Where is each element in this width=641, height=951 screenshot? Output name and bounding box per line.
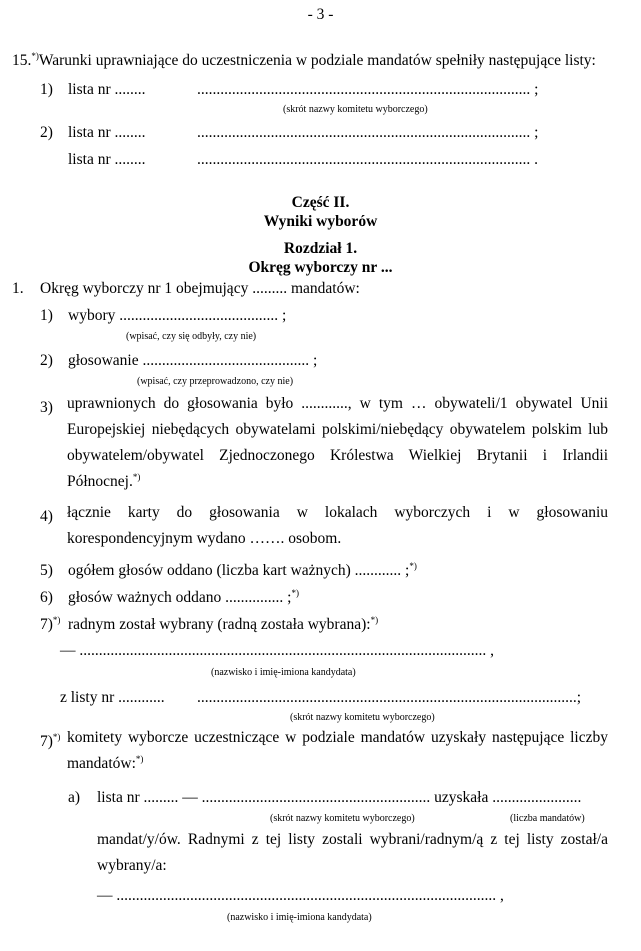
item-4-text: łącznie karty do głosowania w lokalach wyborczych i w głosowaniu korespondencyjnym wydano ……. osobom. xyxy=(67,504,608,547)
list-row-2-number: 2) xyxy=(40,124,53,141)
item-7b-number xyxy=(40,733,60,751)
footnote-mark: *) xyxy=(132,472,141,482)
list-row-3-label: lista nr ........ xyxy=(68,151,146,168)
item-7a-text: radnym został wybrany (radną została wybrana): xyxy=(68,616,371,633)
item-3-paragraph xyxy=(67,391,608,495)
subitem-a-seats-note: (liczba mandatów) xyxy=(510,813,585,824)
subitem-a-text: mandat/y/ów. Radnymi z tej listy zostali wybrani/radnym/ą z tej listy został/a wybrany/a: xyxy=(97,831,608,874)
footnote-mark: *) xyxy=(52,615,61,625)
footnote-mark: *) xyxy=(409,561,417,571)
item-2-note: (wpisać, czy przeprowadzono, czy nie) xyxy=(137,376,294,387)
item-1-number: 1) xyxy=(40,307,53,324)
item-2-number: 2) xyxy=(40,352,53,369)
item-7a-line xyxy=(68,616,378,634)
list-row-1-number: 1) xyxy=(40,81,53,98)
item-6-line xyxy=(68,589,299,607)
page-number: - 3 - xyxy=(307,6,334,23)
item-1-text: wybory ......................................... ; xyxy=(68,307,287,324)
item-7b-num: 7) xyxy=(40,733,53,750)
chapter-title: Rozdział 1. xyxy=(283,240,358,257)
item-3-text: uprawnionych do głosowania było ............, w tym … obywateli/1 obywatel Unii Europejskiej niebędących obywatelami polskimi/niebędący obywatelem polskim lub obywatelem/obywatel Zjednoczonego Królestwa Wielkiej Brytanii i Irlandii Północnej. xyxy=(67,395,608,490)
item-15-text: Warunki uprawniające do uczestniczenia w podziale mandatów spełniły następujące listy: xyxy=(38,52,596,69)
item-2-text: głosowanie ........................................... ; xyxy=(68,352,318,369)
item-5-line xyxy=(68,562,417,580)
list-row-1-dots: ...................................................................................... ; xyxy=(197,81,539,98)
subitem-a-number: a) xyxy=(68,789,81,806)
part-title: Część II. xyxy=(291,194,350,211)
list-row-2-dots: ...................................................................................... ; xyxy=(197,124,539,141)
list-row-3-dots: ...................................................................................... . xyxy=(197,151,538,168)
item-6-text: głosów ważnych oddano ............... ; xyxy=(68,589,292,606)
section-1-number: 1. xyxy=(12,280,24,297)
item-15-number: 15. xyxy=(12,52,32,69)
candidate-name-line: — ......................................................................................................... , xyxy=(60,642,494,659)
section-1-text: Okręg wyborczy nr 1 obejmujący ......... mandatów: xyxy=(40,280,360,297)
candidate-name-note: (nazwisko i imię-imiona kandydata) xyxy=(211,667,356,678)
item-3-number: 3) xyxy=(40,399,53,416)
footnote-mark: *) xyxy=(291,588,299,598)
from-list-note: (skrót nazwy komitetu wyborczego) xyxy=(290,712,435,723)
list-row-1-label: lista nr ........ xyxy=(68,81,146,98)
subitem-a-candidate-note: (nazwisko i imię-imiona kandydata) xyxy=(227,912,372,923)
committee-name-note: (skrót nazwy komitetu wyborczego) xyxy=(283,104,428,115)
footnote-mark: *) xyxy=(370,615,379,625)
from-list-dots: ..................................................................................................; xyxy=(197,689,582,706)
from-list-label: z listy nr ............ xyxy=(60,689,165,706)
part-subtitle: Wyniki wyborów xyxy=(263,213,378,230)
list-row-2-label: lista nr ........ xyxy=(68,124,146,141)
footnote-mark: *) xyxy=(52,732,61,742)
item-7a-number xyxy=(40,616,60,634)
subitem-a-candidate-line: — .................................................................................................. , xyxy=(97,887,504,904)
item-7b-text: komitety wyborcze uczestniczące w podziale mandatów uzyskały następujące liczby mandatów: xyxy=(67,729,608,772)
item-1-note: (wpisać, czy się odbyły, czy nie) xyxy=(126,331,257,342)
subitem-a-line: lista nr ......... — ........................................................... uzyskała ....................... xyxy=(97,789,582,806)
footnote-mark: *) xyxy=(135,754,144,764)
item-4-number: 4) xyxy=(40,508,53,525)
footnote-mark: *) xyxy=(31,51,39,61)
subitem-a-committee-note: (skrót nazwy komitetu wyborczego) xyxy=(270,813,415,824)
item-7a-num: 7) xyxy=(40,616,53,633)
item-7b-paragraph xyxy=(67,725,608,777)
item-6-number: 6) xyxy=(40,589,53,606)
item-5-number: 5) xyxy=(40,562,53,579)
item-5-text: ogółem głosów oddano (liczba kart ważnych) ............ ; xyxy=(68,562,410,579)
district-title: Okręg wyborczy nr ... xyxy=(248,259,393,276)
item-15 xyxy=(12,52,596,70)
